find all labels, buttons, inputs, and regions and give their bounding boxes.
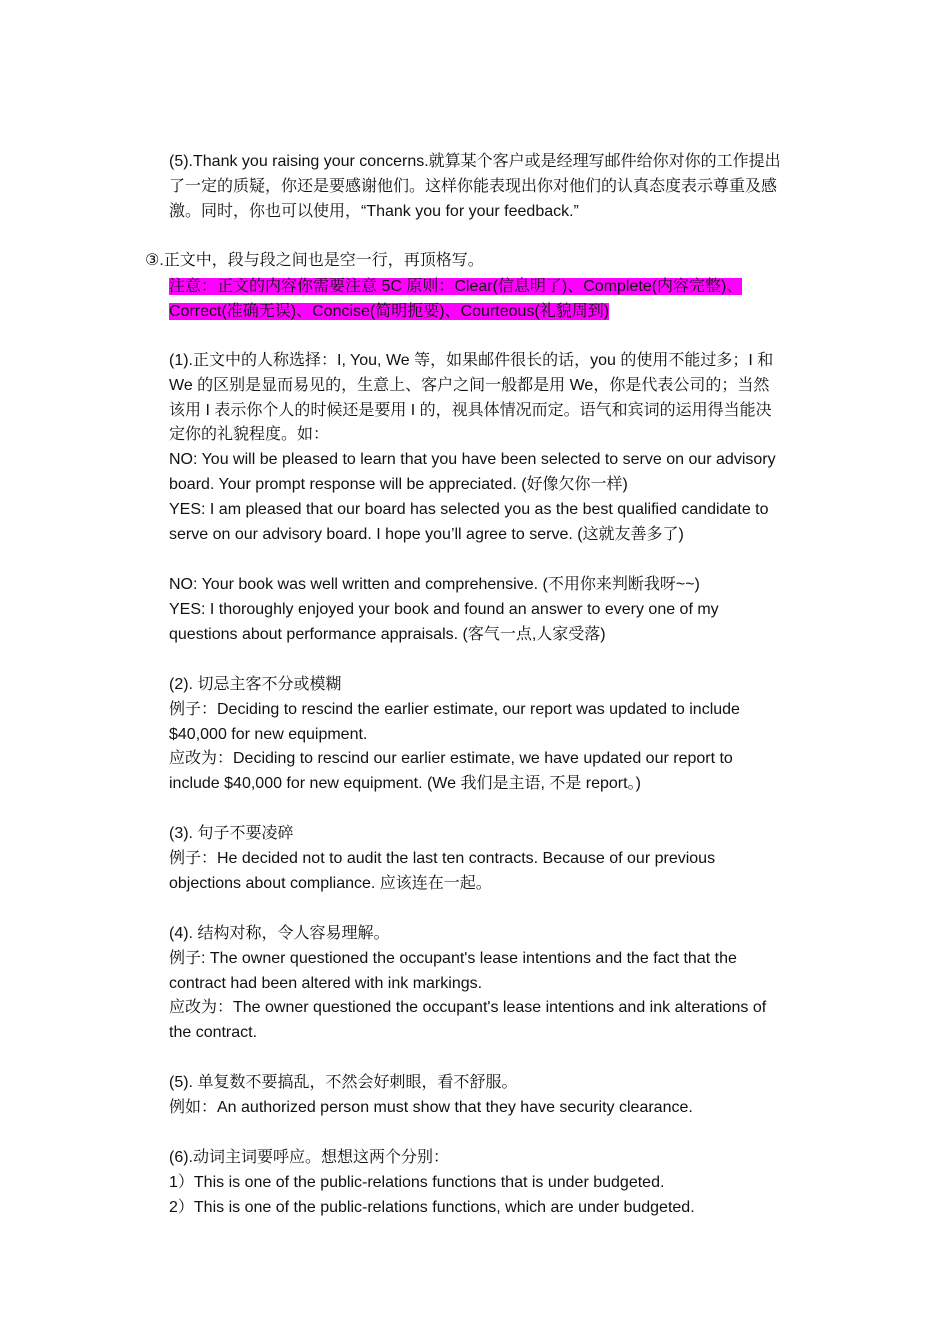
text-line: (4). 结构对称，令人容易理解。 bbox=[169, 925, 390, 942]
text-line: 了一定的质疑，你还是要感谢他们。这样你能表现出你对他们的认真态度表示尊重及感 bbox=[169, 177, 778, 195]
item-1-examples bbox=[169, 573, 809, 647]
text-line: serve on our advisory board. I hope you’ll agree to serve. (这就友善多了) bbox=[169, 525, 684, 543]
text-line: (5). 单复数不要搞乱，不然会好刺眼，看不舒服。 bbox=[169, 1074, 518, 1091]
text-line: 例子：He decided not to audit the last ten contracts. Because of our previous bbox=[169, 849, 716, 867]
text-line: questions about performance appraisals. (客气一点,人家受落) bbox=[169, 625, 606, 643]
item-6-agreement bbox=[169, 1146, 809, 1220]
text-line: 定你的礼貌程度。如： bbox=[169, 426, 330, 444]
text-line: 2）This is one of the public-relations functions, which are under budgeted. bbox=[169, 1198, 695, 1216]
thanks-paragraph bbox=[169, 150, 809, 224]
text-line: NO: You will be pleased to learn that you have been selected to serve on our advisory bbox=[169, 451, 776, 469]
text-line: 激。同时，你也可以使用，“Thank you for your feedback.” bbox=[169, 202, 579, 220]
section-heading: ③.正文中，段与段之间也是空一行，再顶格写。 bbox=[145, 252, 484, 269]
text-line: YES: I am pleased that our board has selected you as the best qualified candidate to bbox=[169, 500, 769, 518]
text-line: 1）This is one of the public-relations functions that is under budgeted. bbox=[169, 1173, 665, 1191]
text-line: (1).正文中的人称选择：I, You, We 等，如果邮件很长的话，you 的使用不能过多；I 和 bbox=[169, 352, 774, 369]
text-line: (3). 句子不要凌碎 bbox=[169, 825, 294, 842]
item-1-pronouns bbox=[169, 349, 809, 547]
text-line: objections about compliance. 应该连在一起。 bbox=[169, 874, 492, 892]
text-line: 例子: The owner questioned the occupant's lease intentions and the fact that the bbox=[169, 949, 737, 967]
text-line: $40,000 for new equipment. bbox=[169, 725, 368, 743]
item-2-subject bbox=[169, 673, 809, 797]
highlighted-note-line: Correct(准确无误)、Concise(简明扼要)、Courteous(礼貌周到) bbox=[169, 302, 610, 320]
text-line: include $40,000 for new equipment. (We 我们是主语, 不是 report。) bbox=[169, 775, 641, 793]
text-line: YES: I thoroughly enjoyed your book and found an answer to every one of my bbox=[169, 600, 719, 618]
text-line: (2). 切忌主客不分或模糊 bbox=[169, 676, 342, 693]
text-line: the contract. bbox=[169, 1024, 258, 1042]
item-3-fragments bbox=[169, 822, 809, 896]
text-line: 该用 I 表示你个人的时候还是要用 I 的，视具体情况而定。语气和宾词的运用得当能决 bbox=[169, 401, 772, 419]
text-line: We 的区别是显而易见的，生意上、客户之间一般都是用 We，你是代表公司的；当然 bbox=[169, 376, 770, 394]
text-line: 例如：An authorized person must show that they have security clearance. bbox=[169, 1098, 693, 1116]
item-4-parallel bbox=[169, 922, 809, 1046]
text-line: (5).Thank you raising your concerns.就算某个客户或是经理写邮件给你对你的工作提出 bbox=[169, 153, 781, 170]
text-line: 应改为：The owner questioned the occupant's lease intentions and ink alterations of bbox=[169, 999, 767, 1017]
highlighted-note-line: 注意：正文的内容你需要注意 5C 原则：Clear(信息明了)、Complete(内容完整)、 bbox=[169, 278, 743, 295]
text-line: 例子：Deciding to rescind the earlier estimate, our report was updated to include bbox=[169, 700, 740, 718]
text-line: (6).动词主词要呼应。想想这两个分别： bbox=[169, 1149, 450, 1166]
text-line: NO: Your book was well written and comprehensive. (不用你来判断我呀~~) bbox=[169, 576, 700, 593]
text-line: 应改为：Deciding to rescind our earlier estimate, we have updated our report to bbox=[169, 750, 733, 768]
note-5c-principle bbox=[169, 275, 809, 325]
text-line: contract had been altered with ink markings. bbox=[169, 974, 483, 992]
text-line: board. Your prompt response will be appreciated. (好像欠你一样) bbox=[169, 475, 628, 493]
item-5-number bbox=[169, 1071, 809, 1121]
